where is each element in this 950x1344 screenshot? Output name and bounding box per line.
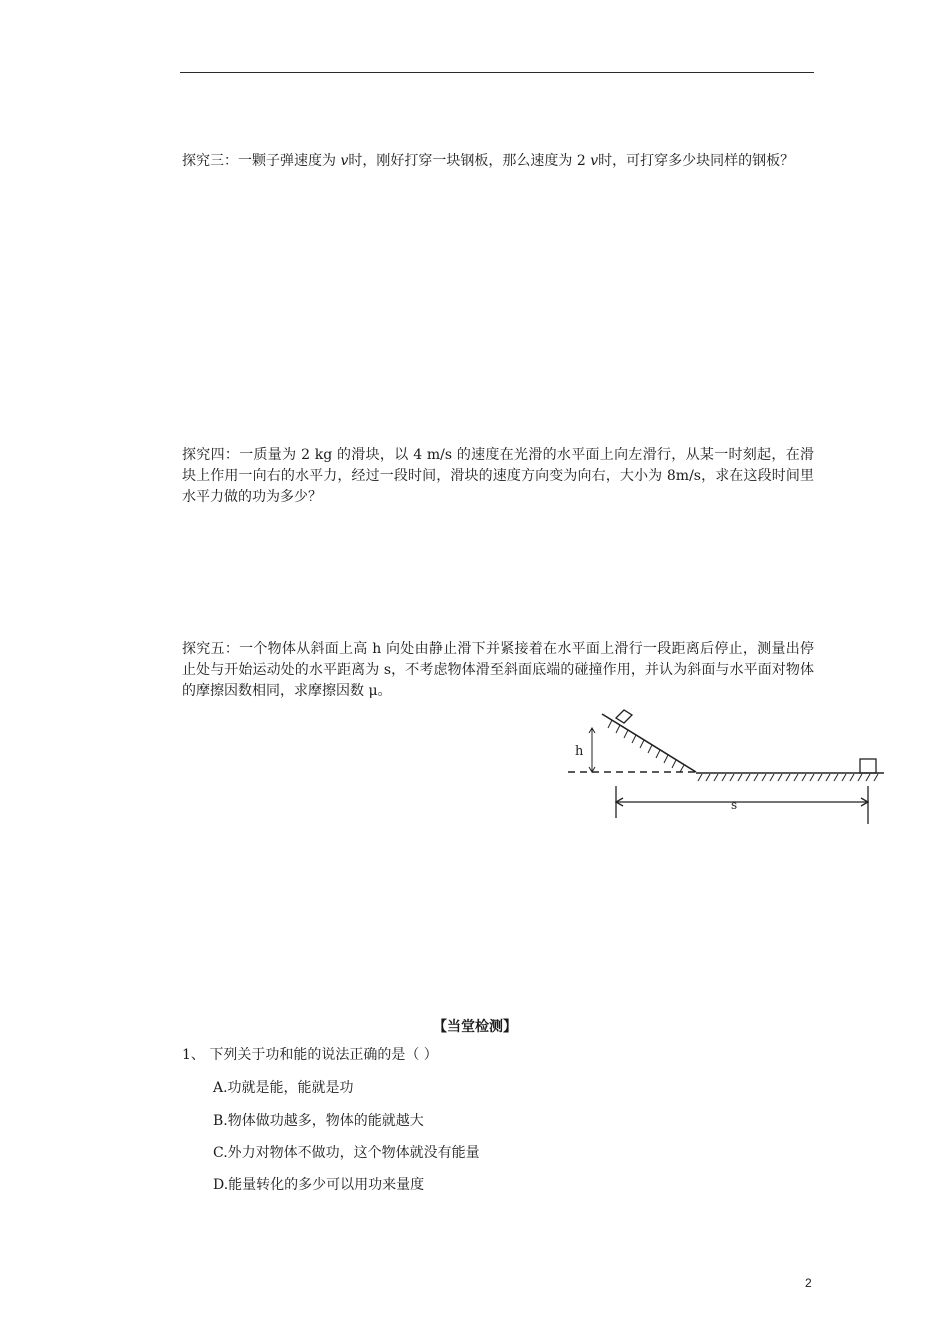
option-b: B.物体做功越多，物体的能就越大 [213, 1113, 424, 1129]
header-rule [180, 72, 814, 73]
section-3-text: 时，刚好打穿一块钢板，那么速度为 2 [348, 153, 591, 169]
option-a: A.功就是能，能就是功 [213, 1080, 354, 1096]
section-3-label: 探究三： [182, 153, 238, 169]
ground-hatching [698, 774, 878, 781]
velocity-symbol: v [590, 153, 599, 169]
section-heading-classroom-check: 【当堂检测】 [433, 1019, 517, 1035]
block-on-ground [860, 759, 876, 773]
section-3-text: 一颗子弹速度为 [238, 153, 341, 169]
section-3-paragraph [182, 146, 814, 176]
page-number: 2 [805, 1276, 812, 1290]
section-3-text: 时，可打穿多少块同样的钢板？ [598, 153, 795, 169]
height-label: h [575, 744, 584, 759]
incline-plane-diagram [562, 706, 892, 830]
incline-surface [602, 714, 696, 772]
section-4-paragraph: 探究四：一质量为 2 kg 的滑块，以 4 m/s 的速度在光滑的水平面上向左滑行，从某一时刻起，在滑块上作用一向右的水平力，经过一段时间，滑块的速度方向变为向右，大小为 8m/s，求在这段时间里水平力做的功为多少？ [182, 447, 814, 505]
incline-hatching [608, 720, 684, 772]
option-d: D.能量转化的多少可以用功来量度 [213, 1177, 425, 1193]
distance-label: s [731, 798, 738, 812]
section-5-paragraph: 探究五：一个物体从斜面上高 h 向处由静止滑下并紧接着在水平面上滑行一段距离后停止，测量出停止处与开始运动处的水平距离为 s，不考虑物体滑至斜面底端的碰撞作用，并认为斜面与水平面对物体的摩擦因数相同，求摩擦因数 μ。 [182, 641, 814, 699]
option-c: C.外力对物体不做功，这个物体就没有能量 [213, 1145, 480, 1161]
velocity-symbol: v [340, 153, 349, 169]
question-1: 1、 下列关于功和能的说法正确的是（ ） [182, 1047, 438, 1063]
block-on-incline [616, 710, 632, 723]
